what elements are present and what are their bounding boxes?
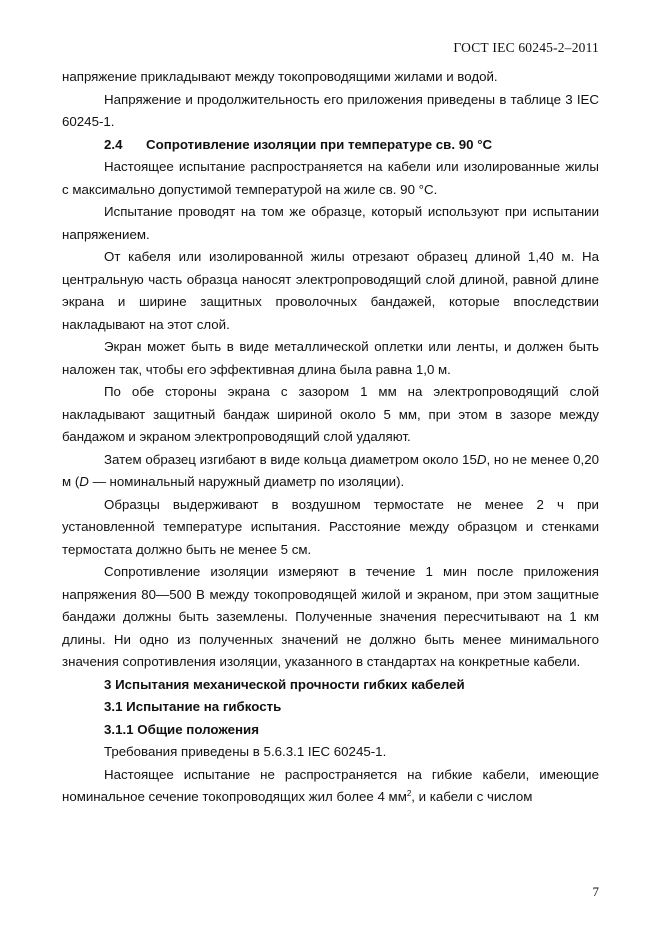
text-run: , но не менее 0,20 м (	[62, 451, 599, 489]
paragraph: Настоящее испытание распространяется на кабели или изолированные жилы с максимально допустимой температурой на жиле св. 90 °С.	[62, 159, 599, 197]
superscript: 2	[406, 789, 412, 798]
paragraph: Сопротивление изоляции измеряют в течение 1 мин после приложения напряжения 80—500 В между токопроводящей жилой и экраном, при этом защитные бандажи должны быть заземлены. Полученные значения пересчитывают на 1 км длины. Ни одно из полученных значений не должно быть менее минимального значения сопротивления изоляции, указанного в стандартах на конкретные кабели.	[62, 564, 599, 669]
italic-symbol: D	[476, 451, 487, 467]
text-run: , и кабели с числом	[411, 789, 533, 804]
paragraph: По обе стороны экрана с зазором 1 мм на электропроводящий слой накладывают защитный бандаж шириной около 5 мм, при этом в зазоре между бандажом и экраном электропроводящий слой удаляют.	[62, 384, 599, 444]
paragraph	[62, 449, 599, 494]
paragraph: напряжение прикладывают между токопроводящими жилами и водой.	[62, 69, 498, 84]
text-run: — номинальный наружный диаметр по изоляции).	[88, 474, 405, 489]
page-number: 7	[592, 884, 599, 899]
paragraph	[62, 764, 599, 809]
standard-header: ГОСТ IEC 60245-2–2011	[453, 40, 599, 55]
italic-symbol: D	[79, 474, 89, 489]
paragraph: Экран может быть в виде металлической оплетки или ленты, и должен быть наложен так, чтобы его эффективная длина была равна 1,0 м.	[62, 339, 599, 377]
section-3-heading: 3 Испытания механической прочности гибких кабелей	[104, 676, 465, 692]
paragraph: Требования приведены в 5.6.3.1 IEC 60245-1.	[104, 744, 387, 759]
section-2-4-heading	[62, 134, 599, 157]
text-run: Затем образец изгибают в виде кольца диаметром около 15	[104, 451, 477, 467]
text-run: Настоящее испытание не распространяется на гибкие кабели, имеющие номинальное сечение токопроводящих жил более 4 мм	[62, 766, 599, 804]
document-body	[62, 66, 599, 809]
paragraph: От кабеля или изолированной жилы отрезают образец длиной 1,40 м. На центральную часть образца наносят электропроводящий слой длиной, равной длине экрана и ширине защитных проволочных бандажей, которые впоследствии накладывают на этот слой.	[62, 249, 599, 332]
paragraph: Образцы выдерживают в воздушном термостате не менее 2 ч при установленной температуре испытания. Расстояние между образцом и стенками термостата должно быть не менее 5 см.	[62, 496, 599, 557]
section-3-1-1-heading: 3.1.1 Общие положения	[104, 721, 259, 737]
section-3-1-heading: 3.1 Испытание на гибкость	[104, 699, 282, 714]
section-number: 2.4	[104, 136, 123, 152]
section-title: Сопротивление изоляции при температуре св. 90 °С	[146, 136, 493, 152]
paragraph: Испытание проводят на том же образце, который используют при испытании напряжением.	[62, 204, 599, 242]
paragraph: Напряжение и продолжительность его приложения приведены в таблице 3 IEC 60245-1.	[62, 91, 599, 129]
